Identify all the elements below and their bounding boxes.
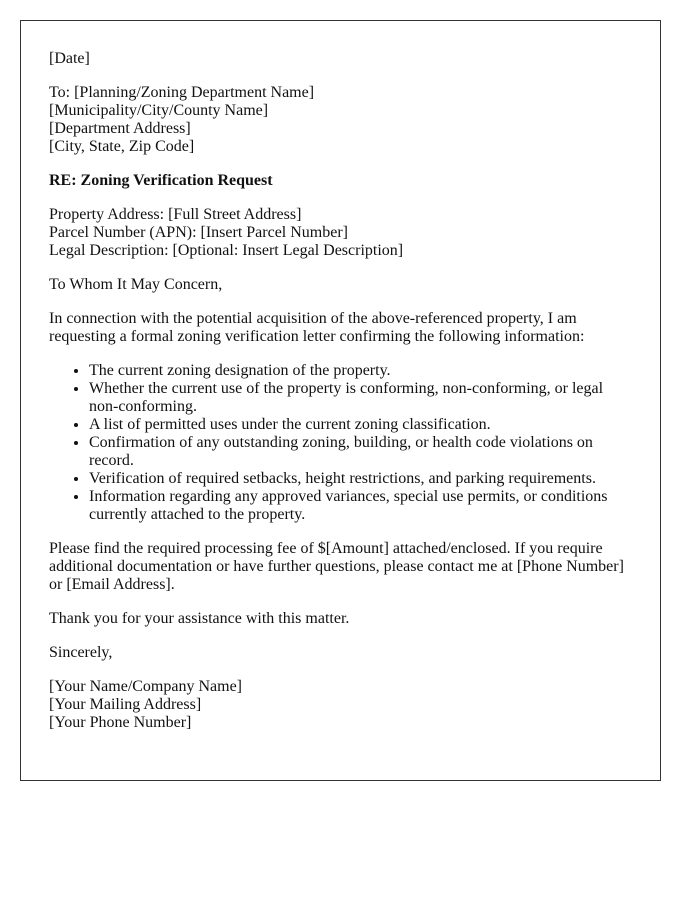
date-line: [Date] bbox=[49, 50, 90, 67]
subject-line: RE: Zoning Verification Request bbox=[49, 172, 273, 189]
letter-document bbox=[20, 20, 661, 781]
sender-address: [Your Mailing Address] bbox=[49, 696, 202, 713]
intro-paragraph: In connection with the potential acquisition of the above-referenced property, I am requesting a formal zoning verification letter confirming the following information: bbox=[49, 310, 585, 345]
list-item: • A list of permitted uses under the current zoning classification. bbox=[89, 416, 632, 434]
parcel-number: Parcel Number (APN): [Insert Parcel Number] bbox=[49, 224, 349, 241]
subject-block bbox=[49, 172, 632, 190]
recipient-department: To: [Planning/Zoning Department Name] bbox=[49, 84, 315, 101]
closing: Sincerely, bbox=[49, 644, 113, 661]
recipient-block bbox=[49, 84, 632, 156]
date-block bbox=[49, 50, 632, 68]
recipient-address: [Department Address] bbox=[49, 120, 191, 137]
sender-block bbox=[49, 678, 632, 732]
list-item: • Verification of required setbacks, height restrictions, and parking requirements. bbox=[89, 470, 632, 488]
fee-paragraph: Please find the required processing fee of $[Amount] attached/enclosed. If you require additional documentation or have further questions, please contact me at [Phone Number] or [Email Address]. bbox=[49, 540, 624, 593]
thanks-paragraph: Thank you for your assistance with this matter. bbox=[49, 610, 350, 627]
list-item: • Information regarding any approved variances, special use permits, or conditions currently attached to the property. bbox=[89, 488, 632, 524]
sender-phone: [Your Phone Number] bbox=[49, 714, 192, 731]
recipient-municipality: [Municipality/City/County Name] bbox=[49, 102, 269, 119]
property-block bbox=[49, 206, 632, 260]
property-address: Property Address: [Full Street Address] bbox=[49, 206, 302, 223]
legal-description: Legal Description: [Optional: Insert Legal Description] bbox=[49, 242, 404, 259]
list-item: • Whether the current use of the property is conforming, non-conforming, or legal non-conforming. bbox=[89, 380, 632, 416]
list-item: • Confirmation of any outstanding zoning, building, or health code violations on record. bbox=[89, 434, 632, 470]
salutation: To Whom It May Concern, bbox=[49, 276, 223, 293]
request-list bbox=[49, 362, 632, 524]
list-item: • The current zoning designation of the property. bbox=[89, 362, 632, 380]
sender-name: [Your Name/Company Name] bbox=[49, 678, 243, 695]
recipient-city-state-zip: [City, State, Zip Code] bbox=[49, 138, 195, 155]
